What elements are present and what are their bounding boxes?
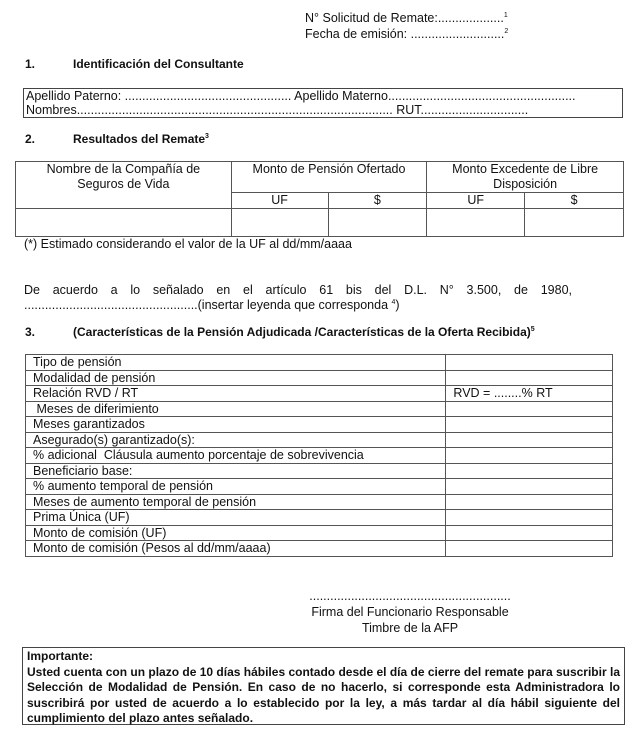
header-company-name: Nombre de la Compañía de Seguros de Vida [16, 162, 232, 209]
section-2-title: Resultados del Remate [73, 132, 206, 146]
table-row [26, 370, 613, 386]
legend-line-2 [24, 298, 572, 313]
table-row [26, 401, 613, 417]
cell-pension-pesos[interactable] [328, 209, 427, 237]
signature-title: Firma del Funcionario Responsable [311, 605, 509, 619]
row-value-guaranteed-months[interactable] [446, 417, 613, 433]
subheader-surplus-uf: UF [427, 193, 525, 209]
row-value-guaranteed-insured[interactable] [446, 432, 613, 448]
row-label-rvd-rt: Relación RVD / RT [26, 386, 446, 402]
consultant-identification-box [23, 88, 623, 118]
row-value-commission-uf[interactable] [446, 525, 613, 541]
section-3-title: (Características de la Pensión Adjudicada /Características de la Oferta Recibida) [73, 325, 531, 339]
row-label-temporary-increase-months: Meses de aumento temporal de pensión [26, 494, 446, 510]
important-body: Usted cuenta con un plazo de 10 días hábiles contado desde el día de cierre del remate para suscribir la Selección de Modalidad de Pensión. En caso de no hacerlo, si corresponde esta Administradora lo suscribirá por usted de acuerdo a lo establecido por la ley, a más tardar al día hábil siguiente del cumplimiento del plazo antes señalado. [27, 664, 620, 725]
afp-stamp-label: Timbre de la AFP [361, 621, 459, 635]
row-label-single-premium: Prima Única (UF) [26, 510, 446, 526]
row-value-base-beneficiary[interactable] [446, 463, 613, 479]
table-header-row [16, 162, 624, 193]
row-label-guaranteed-insured: Asegurado(s) garantizado(s): [26, 432, 446, 448]
row-value-single-premium[interactable] [446, 510, 613, 526]
document-header [305, 10, 508, 42]
important-notice-box [22, 647, 625, 725]
row-value-temporary-increase-pct[interactable] [446, 479, 613, 495]
legal-legend-paragraph [24, 283, 572, 313]
solicitud-number-label: N° Solicitud de Remate:................... [305, 11, 504, 25]
row-label-pension-type: Tipo de pensión [26, 355, 446, 371]
table-row [26, 448, 613, 464]
table-row [16, 209, 624, 237]
auction-results-table [15, 161, 624, 237]
legend-line-1: De acuerdo a lo señalado en el artículo 61 bis del D.L. N° 3.500, de 1980, [24, 283, 572, 297]
row-label-commission-pesos: Monto de comisión (Pesos al dd/mm/aaaa) [26, 541, 446, 557]
section-3-number: 3. [25, 325, 36, 339]
row-value-commission-pesos[interactable] [446, 541, 613, 557]
cell-pension-uf[interactable] [231, 209, 328, 237]
footnote-ref-2: 2 [504, 27, 509, 35]
signature-line[interactable]: .......................................................... [309, 589, 511, 603]
subheader-pension-uf: UF [231, 193, 328, 209]
table-row [26, 432, 613, 448]
table-row [26, 417, 613, 433]
table-row [26, 355, 613, 371]
section-1-number: 1. [25, 57, 36, 71]
table-row [26, 510, 613, 526]
table-row [26, 479, 613, 495]
table-row [26, 525, 613, 541]
section-2-title-wrap [73, 132, 209, 146]
table-row [26, 386, 613, 402]
table-row [26, 463, 613, 479]
section-1-title: Identificación del Consultante [73, 57, 244, 71]
header-pension-amount: Monto de Pensión Ofertado [231, 162, 427, 193]
issue-date-line [305, 26, 508, 42]
pension-characteristics-table [25, 354, 613, 557]
subheader-pension-pesos: $ [328, 193, 427, 209]
names-rut-field-line[interactable]: Nombres........................................................................................... RUT............................... [26, 103, 529, 117]
row-value-rvd-rt[interactable]: RVD = ........% RT [446, 386, 613, 402]
surnames-field-line[interactable]: Apellido Paterno: ................................................ Apellido Materno...................................................... [26, 89, 576, 103]
issue-date-label: Fecha de emisión: ........................... [305, 27, 505, 41]
footnote-ref-5: 5 [530, 326, 535, 333]
important-heading: Importante: [27, 649, 93, 663]
subheader-surplus-pesos: $ [525, 193, 624, 209]
uf-estimate-note: (*) Estimado considerando el valor de la UF al dd/mm/aaaa [24, 237, 352, 251]
row-value-pension-type[interactable] [446, 355, 613, 371]
row-value-temporary-increase-months[interactable] [446, 494, 613, 510]
section-2-number: 2. [25, 132, 36, 146]
section-3-title-wrap [73, 325, 535, 339]
row-label-deferral-months: Meses de diferimiento [26, 401, 446, 417]
header-surplus-amount: Monto Excedente de Libre Disposición [427, 162, 624, 193]
row-label-temporary-increase-pct: % aumento temporal de pensión [26, 479, 446, 495]
footnote-ref-4: 4 [391, 298, 396, 306]
cell-surplus-uf[interactable] [427, 209, 525, 237]
footnote-ref-1: 1 [503, 11, 508, 19]
cell-surplus-pesos[interactable] [525, 209, 624, 237]
row-label-pension-modality: Modalidad de pensión [26, 370, 446, 386]
section-2-heading [25, 132, 525, 148]
row-label-commission-uf: Monto de comisión (UF) [26, 525, 446, 541]
footnote-ref-3: 3 [205, 133, 209, 140]
row-label-survival-increase: % adicional Cláusula aumento porcentaje de sobrevivencia [26, 448, 446, 464]
solicitud-number-line [305, 10, 508, 26]
table-row [26, 541, 613, 557]
section-1-heading [25, 57, 525, 73]
cell-company[interactable] [16, 209, 232, 237]
row-label-guaranteed-months: Meses garantizados [26, 417, 446, 433]
row-value-deferral-months[interactable] [446, 401, 613, 417]
row-value-pension-modality[interactable] [446, 370, 613, 386]
signature-block [305, 588, 515, 636]
legend-placeholder[interactable]: ..................................................(insertar leyenda que corresponda [24, 298, 392, 312]
row-label-base-beneficiary: Beneficiario base: [26, 463, 446, 479]
legend-line-2-end: ) [395, 298, 400, 312]
row-value-survival-increase[interactable] [446, 448, 613, 464]
section-3-heading [25, 325, 625, 341]
table-row [26, 494, 613, 510]
